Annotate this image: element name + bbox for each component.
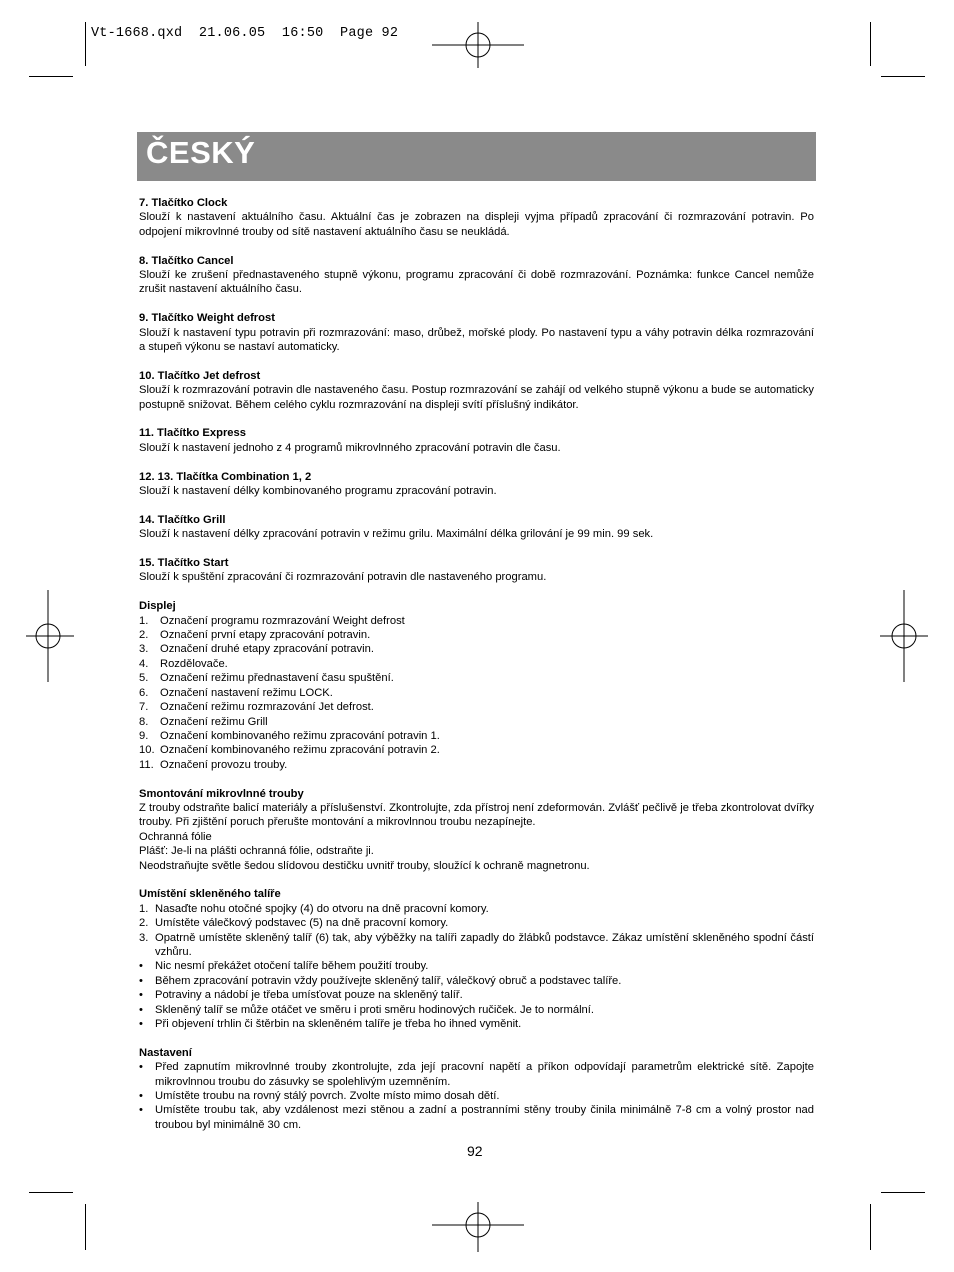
banner-title: ČESKÝ [146, 135, 256, 170]
section-express-button [139, 426, 814, 455]
list-item: 7. Označení režimu rozmrazování Jet defrost. [139, 701, 374, 714]
list-item: 3. Opatrně umístěte skleněný talíř (6) tak, aby výběžky na talíři zapadly do žlábků podstavce. Zákaz umístění skleněného spodní částí vzhůru. [139, 931, 814, 958]
section-text: Slouží k spuštění zpracování či rozmrazování potravin dle nastaveného programu. [139, 571, 547, 584]
list-item: 4. Rozdělovače. [139, 657, 228, 670]
list-item: 5. Označení režimu přednastavení času spuštění. [139, 672, 394, 685]
section-heading: 9. Tlačítko Weight defrost [139, 312, 275, 325]
setup-bullets-list [139, 1060, 814, 1132]
list-item: 2. Umístěte válečkový podstavec (5) na dně pracovní komory. [139, 917, 449, 930]
list-item: • Umístěte troubu tak, aby vzdálenost mezi stěnou a zadní a postranními stěny trouby činila minimálně 7-8 cm a volný prostor nad troubou byl minimálně 30 cm. [139, 1104, 814, 1131]
section-heading: Umístění skleněného talíře [139, 888, 281, 901]
registration-mark-top [432, 22, 524, 68]
registration-mark-right [880, 590, 928, 682]
list-item: • Skleněný talíř se může otáčet ve směru i proti směru hodinových ručiček. Je to normální. [139, 1003, 594, 1016]
section-heading: 7. Tlačítko Clock [139, 197, 228, 209]
list-item: • Během zpracování potravin vždy používejte skleněný talíř, válečkový obruč a podstavec talíře. [139, 974, 622, 987]
bullet-icon: • [139, 989, 143, 1002]
page-number: 92 [467, 1143, 483, 1159]
section-text: Neodstraňujte světle šedou slídovou destičku uvnitř trouby, sloužící k ochraně magnetronu. [139, 859, 590, 872]
section-heading: 15. Tlačítko Start [139, 557, 229, 570]
section-clock-button [139, 196, 814, 239]
section-text: Slouží k nastavení délky zpracování potravin v režimu grilu. Maximální délka grilování je 99 min. 99 sek. [139, 528, 654, 541]
section-text: Plášť: Je-li na plášti ochranná fólie, odstraňte ji. [139, 845, 374, 858]
section-text: Slouží k nastavení typu potravin při rozmrazování: maso, drůbež, mořské plody. Po nastavení typu a váhy potravin délka rozmrazování a stupeň výkonu se nastaví automaticky. [139, 326, 814, 354]
display-list [139, 614, 814, 772]
section-display [139, 599, 814, 772]
section-jet-defrost-button [139, 369, 814, 412]
crop-mark [85, 1204, 86, 1250]
crop-mark [29, 76, 73, 77]
registration-mark-left [26, 590, 74, 682]
list-item: 6. Označení nastavení režimu LOCK. [139, 686, 333, 699]
section-heading: 12. 13. Tlačítka Combination 1, 2 [139, 470, 312, 483]
manual-content [139, 196, 814, 1147]
list-item: 1. Nasaďte nohu otočné spojky (4) do otvoru na dně pracovní komory. [139, 902, 489, 915]
crop-mark [870, 22, 871, 66]
bullet-icon: • [139, 1090, 143, 1103]
section-heading: Smontování mikrovlnné trouby [139, 787, 304, 800]
section-setup [139, 1046, 814, 1132]
section-text: Slouží ke zrušení přednastaveného stupně výkonu, programu zpracování či době rozmrazování. Poznámka: funkce Cancel nemůže zrušit nastavení aktuálního času. [139, 269, 814, 296]
bullet-icon: • [139, 1104, 143, 1117]
section-start-button [139, 556, 814, 585]
list-item: 1. Označení programu rozmrazování Weight defrost [139, 614, 405, 627]
section-weight-defrost-button [139, 311, 814, 354]
section-heading: Displej [139, 600, 176, 613]
bullet-icon: • [139, 960, 143, 973]
bullet-icon: • [139, 1061, 143, 1074]
plate-steps-list [139, 902, 814, 960]
list-item: • Umístěte troubu na rovný stálý povrch. Zvolte místo mimo dosah dětí. [139, 1090, 500, 1103]
section-heading: 10. Tlačítko Jet defrost [139, 369, 261, 382]
list-item: 11. Označení provozu trouby. [139, 758, 288, 771]
list-item: 3. Označení druhé etapy zpracování potravin. [139, 643, 374, 656]
section-text: Z trouby odstraňte balicí materiály a příslušenství. Zkontrolujte, zda přístroj není zdeformován. Zvlášť pečlivě je třeba zkontrolovat dvířky trouby. Při zjištění poruch přerušte montování a mikrovlnnou troubu nezapínejte. [139, 801, 814, 829]
crop-mark [870, 1204, 871, 1250]
list-item: 10. Označení kombinovaného režimu zpracování potravin 2. [139, 744, 440, 757]
section-heading: Nastavení [139, 1046, 192, 1059]
plate-bullets-list [139, 959, 814, 1031]
section-cancel-button [139, 254, 814, 297]
section-grill-button [139, 513, 814, 542]
crop-mark [29, 1192, 73, 1193]
section-heading: 11. Tlačítko Express [139, 427, 246, 440]
bullet-icon: • [139, 1018, 143, 1030]
list-item: • Před zapnutím mikrovlnné trouby zkontrolujte, zda její pracovní napětí a příkon odpovídají parametrům elektrické sítě. Zapojte mikrovlnnou troubu do zásuvky se spolehlivým uzemněním. [139, 1061, 814, 1088]
crop-mark [881, 1192, 925, 1193]
list-item: 2. Označení první etapy zpracování potravin. [139, 629, 371, 642]
section-text: Slouží k nastavení délky kombinovaného programu zpracování potravin. [139, 485, 497, 498]
section-text: Ochranná fólie [139, 830, 212, 843]
section-text: Slouží k rozmrazování potravin dle nastaveného času. Postup rozmrazování se zahájí od velkého stupně výkonu a bude se automaticky postupně snižovat. Během celého cyklu rozmrazování na displeji svítí příslušný indikátor. [139, 384, 814, 411]
list-item: • Nic nesmí překážet otočení talíře během použití trouby. [139, 960, 429, 973]
section-heading: 8. Tlačítko Cancel [139, 254, 234, 267]
language-banner [137, 132, 816, 181]
list-item: • Při objevení trhlin či štěrbin na skleněném talíře je třeba ho ihned vyměnit. [139, 1018, 522, 1030]
section-combination-buttons [139, 470, 814, 499]
bullet-icon: • [139, 974, 143, 987]
print-header: Vt-1668.qxd 21.06.05 16:50 Page 92 [91, 26, 399, 41]
section-heading: 14. Tlačítko Grill [139, 513, 226, 526]
section-glass-plate [139, 887, 814, 1031]
crop-mark [881, 76, 925, 77]
registration-mark-bottom [432, 1202, 524, 1252]
list-item: 8. Označení režimu Grill [139, 715, 268, 728]
section-text: Slouží k nastavení jednoho z 4 programů mikrovlnného zpracování potravin dle času. [139, 441, 561, 454]
list-item: 9. Označení kombinovaného režimu zpracování potravin 1. [139, 729, 440, 742]
list-item: • Potraviny a nádobí je třeba umísťovat pouze na skleněný talíř. [139, 989, 463, 1002]
bullet-icon: • [139, 1003, 143, 1016]
section-text: Slouží k nastavení aktuálního času. Aktuální čas je zobrazen na displeji vyjma případů zpracování či rozmrazování potravin. Po odpojení mikrovlnné trouby od sítě nastavení aktuálního času se neukládá. [139, 211, 814, 238]
section-assembly [139, 787, 814, 873]
crop-mark [85, 22, 86, 66]
